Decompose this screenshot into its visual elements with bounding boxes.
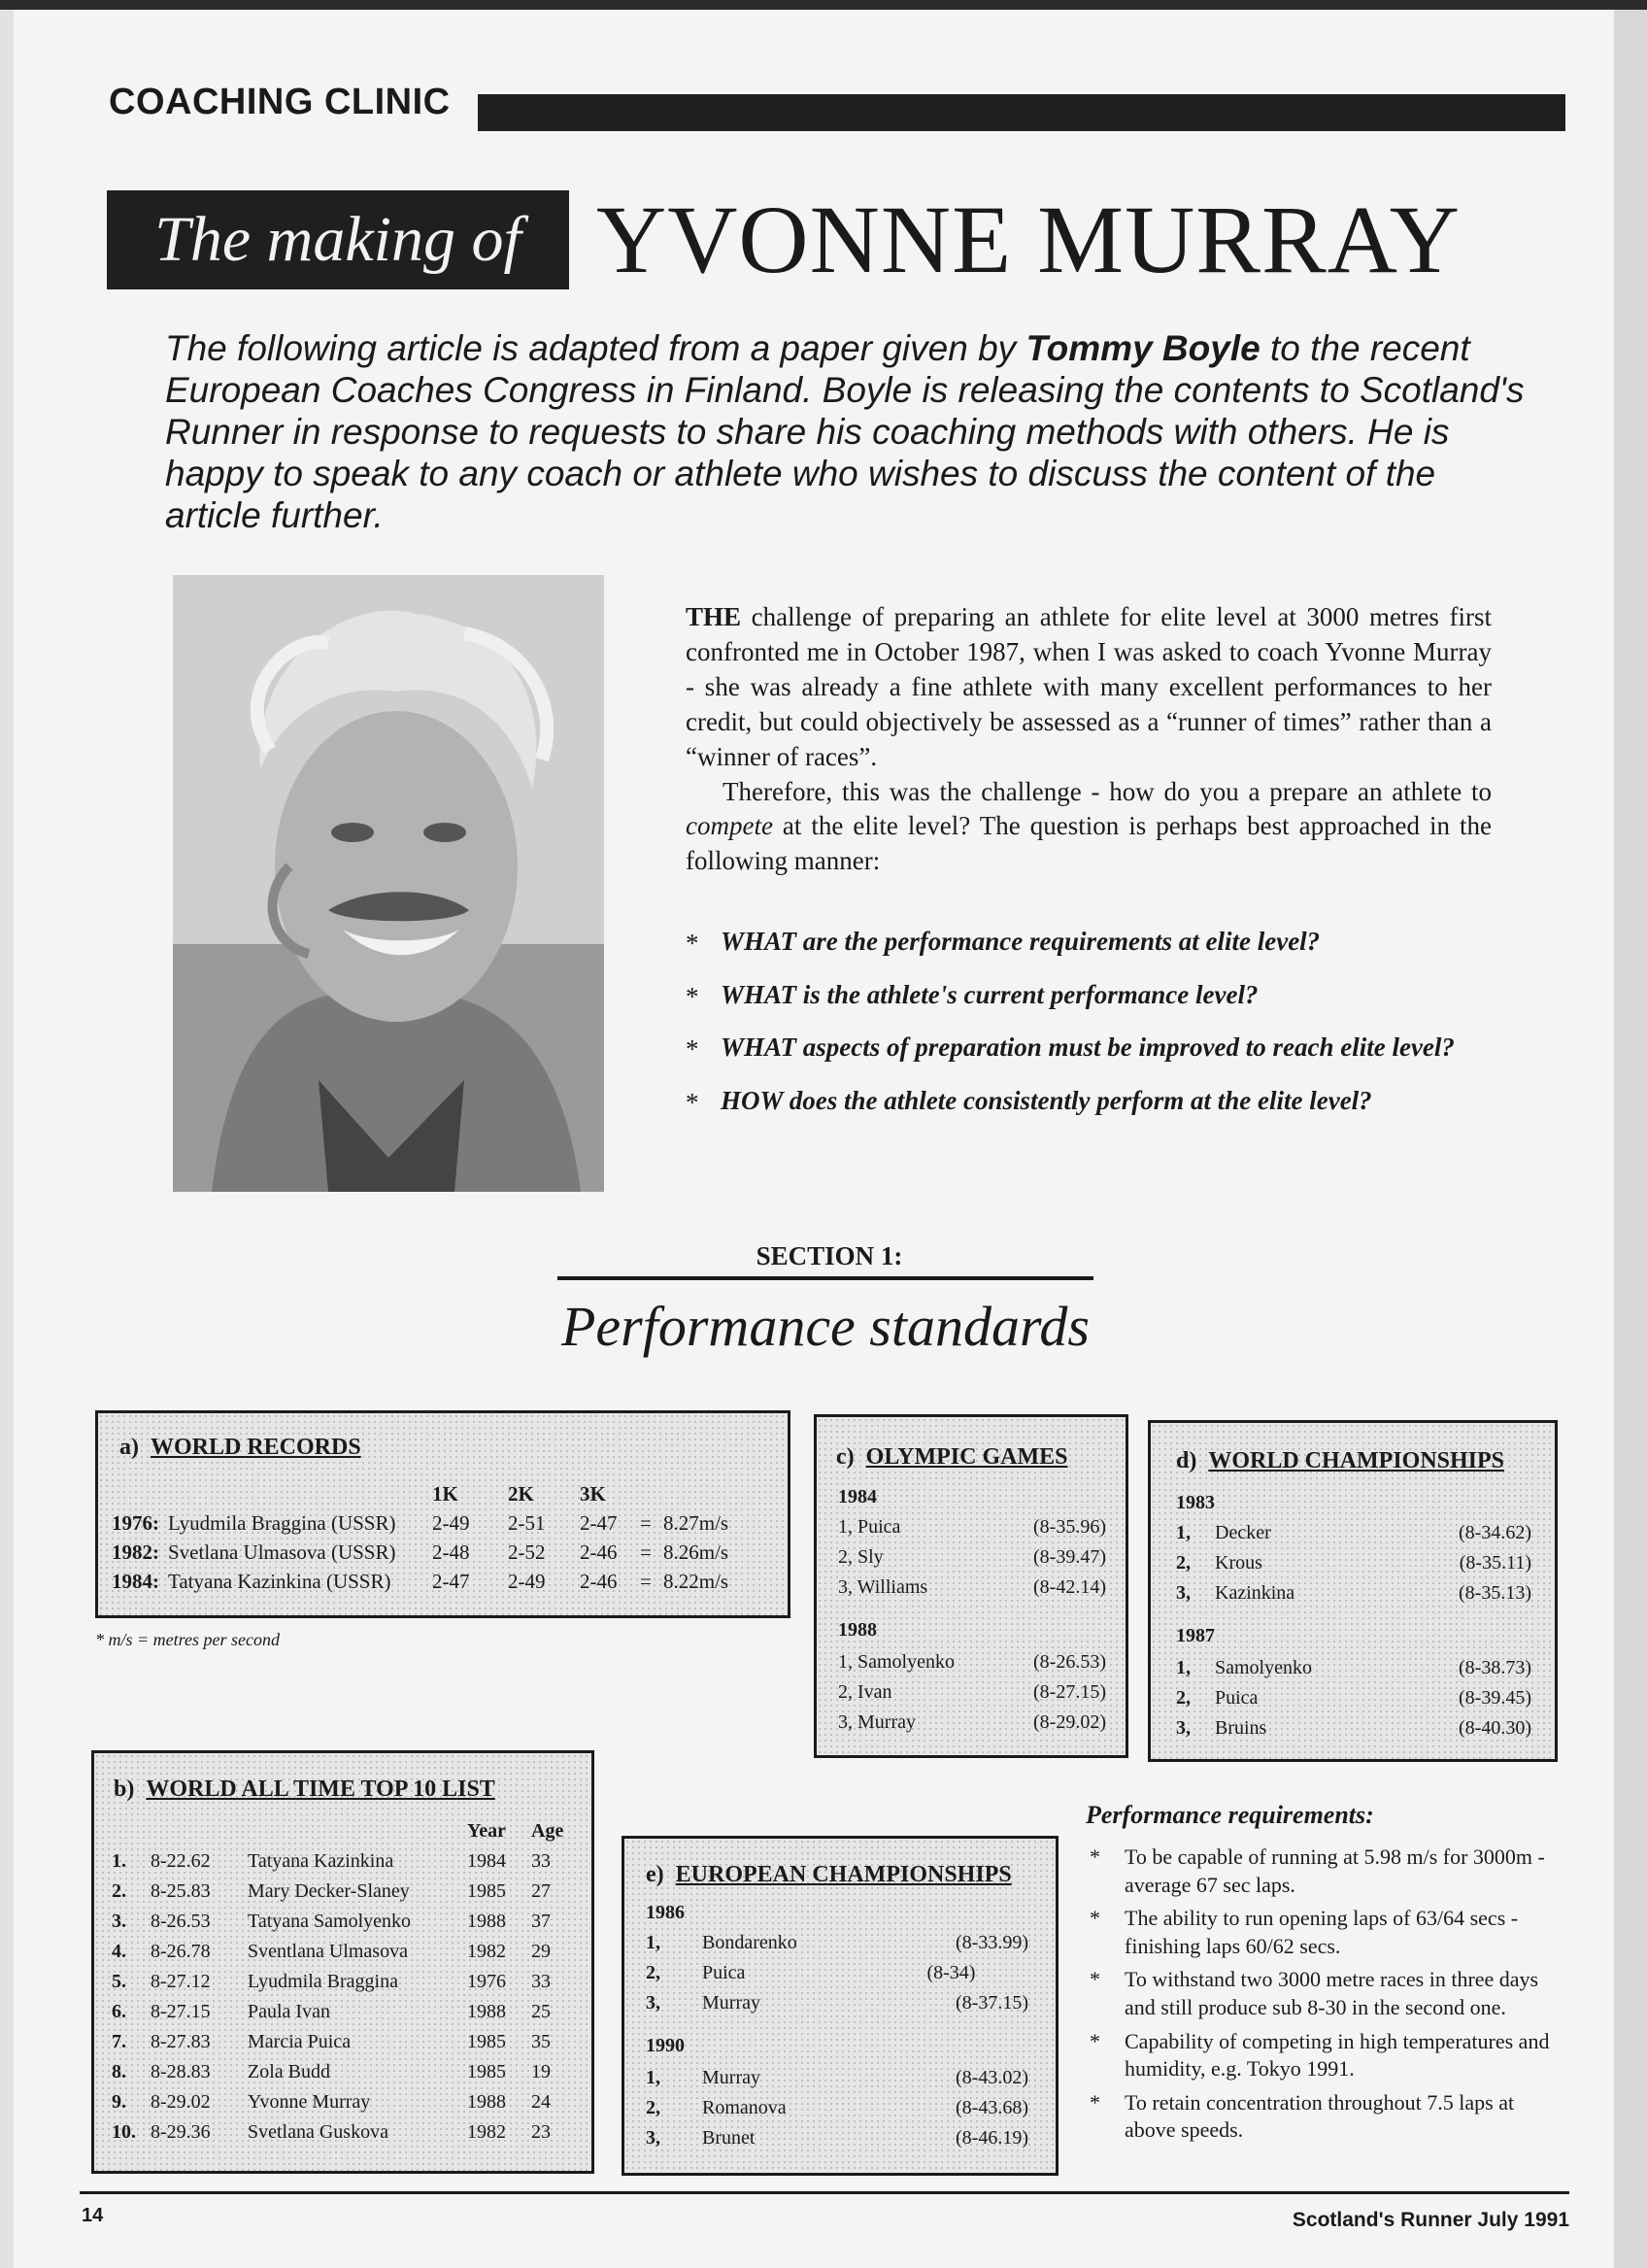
box-letter: e) <box>646 1862 664 1887</box>
cell-year: 1985 <box>467 1880 506 1902</box>
box-title: OLYMPIC GAMES <box>865 1444 1068 1470</box>
cell-position: 2, <box>646 2097 660 2118</box>
world-records-footnote: * m/s = metres per second <box>95 1630 280 1649</box>
cell-rank: 8. <box>112 2061 126 2082</box>
cell-split: 2-51 <box>508 1510 546 1535</box>
cell-rank: 6. <box>112 2001 126 2022</box>
col-header: 3K <box>580 1481 606 1506</box>
requirement-text: To withstand two 3000 metre races in three days and still produce sub 8-30 in the second one. <box>1125 1967 1539 2019</box>
cell-speed: 8.26m/s <box>663 1540 729 1564</box>
cell-name: Brunet <box>702 2127 756 2149</box>
cell-split: 2-46 <box>580 1569 618 1593</box>
cell-rank: 5. <box>112 1971 126 1992</box>
asterisk-icon: * <box>1090 1906 1100 1931</box>
table-row <box>1176 1518 1531 1548</box>
cell-rank: 10. <box>112 2121 136 2143</box>
page-edge-right <box>1614 0 1647 2268</box>
footer-rule <box>80 2191 1569 2194</box>
section-label: SECTION 1: <box>756 1241 903 1270</box>
cell-time: (8-34.62) <box>1459 1522 1531 1543</box>
body-p2-emphasis: compete <box>686 811 773 841</box>
requirement-text: Capability of competing in high temperatures and humidity, e.g. Tokyo 1991. <box>1125 2028 1550 2082</box>
year-row <box>1176 1608 1531 1653</box>
requirement-text: The ability to run opening laps of 63/64 secs - finishing laps 60/62 secs. <box>1125 1906 1519 1958</box>
cell-position: 3, <box>646 1992 660 2014</box>
table-row <box>646 1958 1034 1988</box>
asterisk-icon: * <box>1090 1845 1100 1869</box>
section-rule <box>557 1276 1093 1280</box>
cell-name: Decker <box>1215 1522 1271 1543</box>
section-title: Performance standards <box>561 1295 1090 1358</box>
requirement-item <box>1086 2028 1552 2083</box>
question-text: WHAT are the performance requirements at elite level? <box>721 927 1321 956</box>
cell-rank: 9. <box>112 2091 126 2113</box>
cell-name: 3, Murray <box>838 1711 916 1733</box>
table-row <box>1176 1578 1531 1608</box>
cell-year: 1990 <box>646 2035 685 2056</box>
requirement-item <box>1086 1966 1552 2021</box>
question-item <box>686 1031 1501 1065</box>
cell-name: Puica <box>1215 1687 1259 1709</box>
cell-year: 1984: <box>112 1569 159 1593</box>
kicker-bar <box>478 94 1565 131</box>
cell-time: 8-27.12 <box>151 1971 211 1992</box>
cell-age: 35 <box>531 2031 551 2052</box>
table-row <box>646 2093 1034 2123</box>
world-records-box <box>95 1410 790 1618</box>
cell-name: Tatyana Samolyenko <box>248 1911 411 1932</box>
cell-position: 3, <box>1176 1582 1191 1604</box>
cell-name: Svetlana Ulmasova (USSR) <box>168 1540 396 1564</box>
cell-name: Sventlana Ulmasova <box>248 1941 408 1962</box>
cell-time: (8-43.68) <box>956 2097 1028 2118</box>
table-row <box>112 2117 563 2148</box>
cell-time: (8-35.96) <box>1033 1516 1106 1538</box>
asterisk-icon: * <box>686 981 699 1011</box>
cell-time: 8-29.36 <box>151 2121 211 2143</box>
table-row <box>1176 1683 1531 1713</box>
cell-year: 1982 <box>467 1941 506 1962</box>
page-edge-left <box>0 0 14 2268</box>
cell-time: (8-42.14) <box>1033 1576 1106 1598</box>
question-item <box>686 978 1501 1012</box>
year-row <box>838 1481 1106 1512</box>
table-row <box>112 1508 728 1538</box>
cell-time: (8-27.15) <box>1033 1681 1106 1703</box>
intro-paragraph <box>165 328 1525 537</box>
cell-position: 2, <box>646 1962 660 1983</box>
table-row <box>646 1928 1034 1958</box>
cell-year: 1988 <box>467 2001 506 2022</box>
cell-time: 8-27.83 <box>151 2031 211 2052</box>
cell-position: 1, <box>646 1932 660 1953</box>
cell-split: 2-47 <box>580 1510 618 1535</box>
cell-name: Murray <box>702 2067 760 2088</box>
table-row <box>1176 1713 1531 1743</box>
cell-time: (8-43.02) <box>956 2067 1028 2088</box>
table-row <box>646 2063 1034 2093</box>
cell-time: (8-35.13) <box>1459 1582 1531 1604</box>
cell-time: (8-37.15) <box>956 1992 1028 2014</box>
table-row <box>838 1512 1106 1542</box>
year-row <box>646 1897 1034 1928</box>
intro-author: Tommy Boyle <box>1025 328 1260 368</box>
question-list <box>686 925 1501 1136</box>
world-records-table <box>112 1479 728 1596</box>
cell-name: Zola Budd <box>248 2061 330 2082</box>
table-row <box>838 1542 1106 1573</box>
box-letter: a) <box>119 1435 139 1460</box>
cell-year: 1988 <box>838 1619 877 1641</box>
asterisk-icon: * <box>686 1034 699 1065</box>
cell-rank: 7. <box>112 2031 126 2052</box>
body-paragraph-1 <box>686 600 1492 775</box>
world-records-heading <box>119 1435 361 1461</box>
cell-age: 24 <box>531 2091 551 2113</box>
question-item <box>686 1084 1501 1118</box>
cell-split: 2-46 <box>580 1540 618 1564</box>
cell-time: 8-28.83 <box>151 2061 211 2082</box>
cell-age: 19 <box>531 2061 551 2082</box>
cell-time: 8-25.83 <box>151 1880 211 1902</box>
lead-word: THE <box>686 602 742 631</box>
cell-speed: 8.27m/s <box>663 1510 729 1535</box>
cell-name: Paula Ivan <box>248 2001 330 2022</box>
olympic-table <box>838 1481 1106 1738</box>
cell-time: (8-29.02) <box>1033 1711 1106 1733</box>
cell-equals: = <box>640 1569 652 1593</box>
cell-position: 1, <box>1176 1657 1191 1678</box>
col-header: Age <box>531 1819 564 1842</box>
top10-table <box>112 1815 563 2148</box>
table-row <box>112 1967 563 1997</box>
section-kicker: COACHING CLINIC <box>109 82 451 122</box>
requirement-item <box>1086 2089 1552 2145</box>
body-p2-text-start: Therefore, this was the challenge - how do you a prepare an athlete to <box>723 776 1492 806</box>
col-header: 2K <box>508 1481 534 1506</box>
coach-photo <box>173 575 604 1192</box>
world-championships-box <box>1148 1420 1558 1762</box>
cell-year: 1983 <box>1176 1491 1215 1513</box>
box-letter: c) <box>836 1444 855 1470</box>
cell-year: 1976: <box>112 1510 159 1535</box>
cell-time: 8-22.62 <box>151 1850 211 1872</box>
requirement-text: To retain concentration throughout 7.5 laps at above speeds. <box>1125 2089 1515 2143</box>
asterisk-icon: * <box>1090 2089 1100 2115</box>
question-text: WHAT is the athlete's current performance level? <box>721 979 1259 1009</box>
asterisk-icon: * <box>686 1087 699 1117</box>
cell-speed: 8.22m/s <box>663 1569 729 1593</box>
table-row <box>112 1937 563 1967</box>
question-text: WHAT aspects of preparation must be improved to reach elite level? <box>721 1032 1455 1063</box>
cell-name: Mary Decker-Slaney <box>248 1880 410 1902</box>
table-row <box>1176 1548 1531 1578</box>
cell-age: 37 <box>531 1911 551 1932</box>
cell-time: 8-27.15 <box>151 2001 211 2022</box>
worlds-heading <box>1176 1448 1504 1474</box>
cell-year: 1988 <box>467 1911 506 1932</box>
asterisk-icon: * <box>686 929 699 958</box>
cell-time: (8-38.73) <box>1459 1657 1531 1678</box>
table-row <box>112 2027 563 2057</box>
cell-rank: 4. <box>112 1941 126 1962</box>
top10-heading <box>114 1777 495 1803</box>
cell-name: Kazinkina <box>1215 1582 1295 1604</box>
cell-age: 33 <box>531 1971 551 1992</box>
cell-equals: = <box>640 1510 652 1535</box>
cell-time: (8-33.99) <box>956 1932 1028 1953</box>
cell-name: 2, Sly <box>838 1546 884 1568</box>
cell-name: Tatyana Kazinkina (USSR) <box>168 1569 391 1593</box>
cell-position: 1, <box>646 2067 660 2088</box>
cell-year: 1988 <box>467 2091 506 2113</box>
requirement-item <box>1086 1905 1552 1960</box>
title-boxed-text: The making of <box>107 190 569 289</box>
cell-name: Samolyenko <box>1215 1657 1312 1678</box>
worlds-table <box>1176 1487 1531 1743</box>
title-name: YVONNE MURRAY <box>596 186 1461 293</box>
cell-split: 2-48 <box>432 1540 470 1564</box>
body-paragraph-2 <box>686 775 1492 880</box>
european-heading <box>646 1862 1012 1888</box>
european-table <box>646 1897 1034 2153</box>
cell-time: (8-26.53) <box>1033 1651 1106 1673</box>
cell-name: Lyudmila Braggina (USSR) <box>168 1510 396 1535</box>
footer-credit: Scotland's Runner July 1991 <box>1292 2209 1569 2231</box>
cell-split: 2-47 <box>432 1569 470 1593</box>
cell-rank: 2. <box>112 1880 126 1902</box>
cell-time: 8-26.78 <box>151 1941 211 1962</box>
cell-year: 1985 <box>467 2061 506 2082</box>
cell-name: 1, Puica <box>838 1516 901 1538</box>
cell-year: 1976 <box>467 1971 506 1992</box>
cell-position: 2, <box>1176 1552 1191 1574</box>
box-title: WORLD CHAMPIONSHIPS <box>1208 1448 1505 1473</box>
european-championships-box <box>622 1836 1059 2176</box>
table-row <box>112 1567 728 1596</box>
table-row <box>112 2087 563 2117</box>
cell-name: Bruins <box>1215 1717 1267 1739</box>
table-row <box>646 1988 1034 2018</box>
cell-position: 3, <box>1176 1717 1191 1739</box>
table-header-row <box>112 1815 563 1846</box>
intro-text-end: to the recent European Coaches Congress in Finland. Boyle is releasing the contents to Scotland's Runner in response to requests to share his coaching methods with others. He is happy to speak to any coach or athlete who wishes to discuss the content of the article further. <box>165 328 1525 535</box>
cell-time: 8-26.53 <box>151 1911 211 1932</box>
col-header: Year <box>467 1819 506 1842</box>
cell-name: Krous <box>1215 1552 1262 1574</box>
cell-split: 2-49 <box>432 1510 470 1535</box>
table-row <box>112 1997 563 2027</box>
cell-name: Yvonne Murray <box>248 2091 371 2113</box>
box-title: WORLD RECORDS <box>151 1435 361 1460</box>
cell-year: 1984 <box>467 1850 506 1872</box>
asterisk-icon: * <box>1090 1967 1100 1992</box>
cell-age: 29 <box>531 1941 551 1962</box>
table-row <box>112 1538 728 1567</box>
cell-time: 8-29.02 <box>151 2091 211 2113</box>
cell-time: (8-35.11) <box>1459 1552 1531 1574</box>
cell-year: 1982 <box>467 2121 506 2143</box>
table-row <box>1176 1653 1531 1683</box>
table-row <box>112 1907 563 1937</box>
page-edge-top <box>0 0 1647 10</box>
question-text: HOW does the athlete consistently perform at the elite level? <box>721 1085 1372 1115</box>
requirements-title: Performance requirements: <box>1086 1801 1374 1829</box>
table-row <box>838 1647 1106 1677</box>
requirements-list <box>1086 1844 1552 2150</box>
cell-time: (8-39.45) <box>1459 1687 1531 1709</box>
box-title: EUROPEAN CHAMPIONSHIPS <box>675 1862 1012 1887</box>
body-p1-text: challenge of preparing an athlete for elite level at 3000 metres first confronted me in October 1987, when I was asked to coach Yvonne Murray - she was already a fine athlete with many excellent performances to her credit, but could objectively be assessed as a “runner of times” rather than a “winner of races”. <box>686 602 1492 771</box>
cell-position: 3, <box>646 2127 660 2149</box>
cell-age: 27 <box>531 1880 551 1902</box>
cell-name: Romanova <box>702 2097 787 2118</box>
cell-year: 1982: <box>112 1540 159 1564</box>
cell-name: 3, Williams <box>838 1576 928 1598</box>
intro-text-start: The following article is adapted from a paper given by <box>165 328 1026 368</box>
cell-name: Bondarenko <box>702 1932 797 1953</box>
col-header: 1K <box>432 1481 458 1506</box>
cell-age: 25 <box>531 2001 551 2022</box>
cell-year: 1985 <box>467 2031 506 2052</box>
cell-name: Lyudmila Braggina <box>248 1971 398 1992</box>
year-row <box>1176 1487 1531 1518</box>
cell-rank: 3. <box>112 1911 126 1932</box>
table-row <box>112 2057 563 2087</box>
page-number: 14 <box>82 2205 104 2226</box>
table-row <box>646 2123 1034 2153</box>
table-row <box>112 1877 563 1907</box>
cell-rank: 1. <box>112 1850 126 1872</box>
article-body <box>686 600 1492 879</box>
cell-position: 2, <box>1176 1687 1191 1709</box>
cell-name: Murray <box>702 1992 760 2014</box>
year-row <box>646 2018 1034 2063</box>
cell-name: Svetlana Guskova <box>248 2121 388 2143</box>
table-row <box>838 1573 1106 1603</box>
cell-split: 2-49 <box>508 1569 546 1593</box>
cell-name: Tatyana Kazinkina <box>248 1850 394 1872</box>
cell-time: (8-46.19) <box>956 2127 1028 2149</box>
portrait-illustration <box>173 575 604 1192</box>
cell-name: 2, Ivan <box>838 1681 892 1703</box>
year-row <box>838 1603 1106 1647</box>
box-title: WORLD ALL TIME TOP 10 LIST <box>146 1777 495 1802</box>
cell-split: 2-52 <box>508 1540 546 1564</box>
box-letter: d) <box>1176 1448 1197 1473</box>
cell-year: 1986 <box>646 1901 685 1923</box>
top10-box <box>91 1750 594 2174</box>
olympic-heading <box>836 1444 1067 1471</box>
table-row <box>112 1846 563 1877</box>
requirement-text: To be capable of running at 5.98 m/s for 3000m - average 67 sec laps. <box>1125 1845 1545 1897</box>
box-letter: b) <box>114 1777 135 1802</box>
cell-year: 1984 <box>838 1485 877 1507</box>
cell-name: Puica <box>702 1962 746 1983</box>
table-header-row <box>112 1479 728 1508</box>
cell-year: 1987 <box>1176 1625 1215 1646</box>
requirement-item <box>1086 1844 1552 1899</box>
cell-age: 23 <box>531 2121 551 2143</box>
table-row <box>838 1708 1106 1738</box>
olympic-games-box <box>814 1414 1128 1758</box>
cell-name: Marcia Puica <box>248 2031 352 2052</box>
body-p2-text-end: at the elite level? The question is perhaps best approached in the following manner: <box>686 811 1492 876</box>
cell-age: 33 <box>531 1850 551 1872</box>
question-item <box>686 925 1501 959</box>
cell-position: 1, <box>1176 1522 1191 1543</box>
cell-time: (8-39.47) <box>1033 1546 1106 1568</box>
table-row <box>838 1677 1106 1708</box>
cell-equals: = <box>640 1540 652 1564</box>
cell-time: (8-40.30) <box>1459 1717 1531 1739</box>
cell-time: (8-34) <box>926 1962 976 1983</box>
cell-name: 1, Samolyenko <box>838 1651 955 1673</box>
asterisk-icon: * <box>1090 2028 1100 2053</box>
